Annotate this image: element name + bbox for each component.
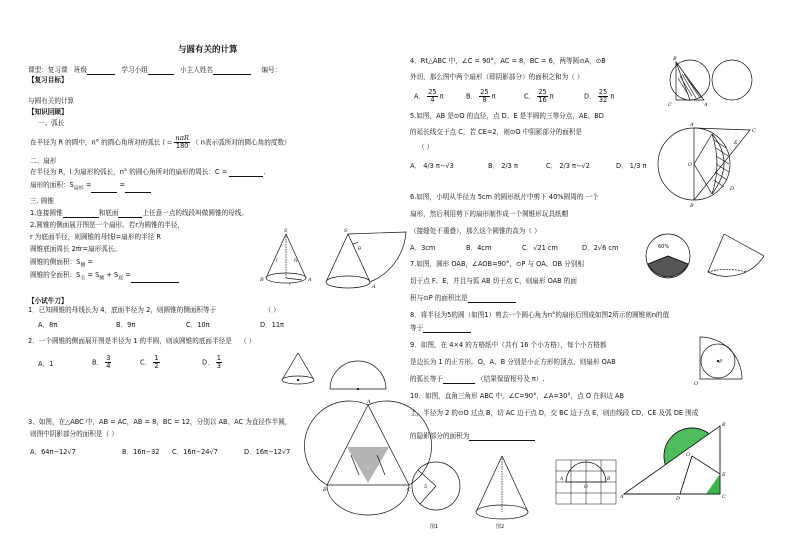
sector-area-blank1[interactable] (91, 185, 117, 193)
q9-stem-c: 的弧长等于 （结果保留根号及 π）. (410, 375, 545, 383)
q5-figure (650, 112, 765, 209)
header-line (28, 66, 281, 75)
q6-stem-a: 6.如图，小明从半径为 5cm 的圆形纸片中剪下 40%圆周的 一个 (410, 193, 599, 201)
q4-opt-a[interactable]: A． $\frac{25}{4}$ π (414, 88, 444, 104)
cone-base-blank[interactable] (118, 210, 142, 218)
svg-text:E: E (722, 472, 726, 478)
q3-opt-a[interactable]: A．64π−12√7 (30, 448, 76, 456)
q9-answer-blank[interactable] (443, 376, 475, 384)
q7-stem-c: 积与⊙P 的面积比是 (410, 294, 516, 303)
q8-figure1 (410, 452, 470, 532)
section-knowledge: 【知识回顾】 (28, 108, 68, 116)
sector-line2: 扇形的面积：$S_{扇形}$ = = (30, 181, 151, 193)
svg-text:C: C (668, 102, 672, 108)
q6-figure (646, 228, 766, 286)
q8-answer-blank[interactable] (423, 325, 471, 333)
q6-stem-b: 扇形，然后利用剪下的扇形制作成一个圆锥形玩具纸帽 (410, 210, 569, 218)
arc-text: 在半径为 R 的圆中，n° 的圆心角所对的弧长 (30, 138, 161, 147)
q10-figure (620, 418, 740, 500)
course-label: 课型：复习课 (28, 66, 68, 74)
q1-opt-c[interactable]: C．10π (186, 321, 210, 329)
q5-opt-a[interactable]: A． 4/3 π−√3 (410, 162, 454, 170)
svg-text:C: C (722, 494, 726, 500)
q6-stem-c: （接缝处不重叠），那么这个圆锥的高为（ ） (410, 227, 541, 235)
svg-text:C: C (407, 487, 411, 493)
q2-opt-a[interactable]: A．1 (38, 360, 54, 368)
group-blank[interactable] (148, 67, 174, 75)
sector-perimeter-blank[interactable] (229, 169, 263, 177)
left-column (28, 0, 411, 550)
q8-stem-b: 等于 (410, 324, 471, 333)
q3-stem-a: 3、如图，在△ABC 中，AB = AC，AB = 8，BC = 12，分别以 AB、AC 为直径作半圆， (28, 418, 292, 426)
svg-text:O: O (694, 381, 699, 387)
svg-text:D: D (676, 496, 681, 502)
q4-figure (664, 50, 774, 110)
q7-stem-a: 7.如图，圆形 OAB，∠AOB=90°，⊙P 与 OA、OB 分别相 (410, 260, 584, 268)
cone-line2: 2.圆锥的侧面展开图是一个扇形。若r为圆锥的半径， (30, 221, 185, 229)
svg-text:B: B (260, 277, 264, 283)
section-goal: 【复习目标】 (28, 76, 68, 84)
arc-fraction: $\frac{\text{nπR}}{180}$ (175, 134, 189, 150)
q2-figure (276, 345, 386, 395)
svg-text:B: B (722, 422, 726, 428)
q7-figure (694, 333, 754, 385)
q1-answer-paren[interactable]: （ ） (264, 306, 280, 314)
q6-opt-d[interactable]: D．2√6 cm (582, 244, 619, 252)
number-label: 编号： (261, 66, 282, 74)
q9-grid-figure (552, 458, 622, 508)
svg-text:A: A (372, 284, 376, 290)
svg-text:D: D (730, 186, 735, 192)
svg-text:A: A (620, 494, 624, 500)
q5-answer-paren[interactable]: （ ） (418, 143, 434, 151)
sector-area-blank2[interactable] (125, 185, 151, 193)
svg-text:E: E (734, 140, 738, 146)
q2-opt-b[interactable]: B． $\frac{3}{4}$ (92, 354, 111, 370)
q4-opt-b[interactable]: B． $\frac{25}{8}$ π (466, 88, 496, 104)
fig1-label: 图1 (430, 524, 439, 530)
sector-title: 二、扇形 (30, 157, 57, 165)
arc-line (30, 135, 291, 150)
q9-stem-b: 是边长为 1 的正方形。O、A、B 分别是小正方形的顶点，则扇形 OAB (410, 358, 616, 366)
svg-text:A: A (308, 277, 312, 283)
cone-line3: r 为底面半径，则圆锥的母线l=扇形的半径 R (30, 233, 161, 241)
cone-title: 三. 圆锥 (30, 197, 54, 205)
svg-text:S: S (344, 228, 348, 234)
arc-title: 一、弧长 (38, 119, 65, 127)
q4-opt-d[interactable]: D． $\frac{25}{32}$ π (584, 88, 615, 104)
svg-text:5: 5 (424, 484, 428, 490)
svg-text:l: l (276, 258, 278, 264)
cone-line4: 圆锥底面周长 2πr=扇形弧长。 (30, 245, 122, 253)
q6-percent-label: 60% (658, 244, 670, 250)
cone-line6: 圆锥的全面积：$S_全 = S_侧 + S_底$ = (30, 271, 179, 283)
q1-stem: 1．已知圆锥的母线长为 4，底面半径为 2，则圆锥的侧面积等于 （ ） (28, 306, 280, 314)
q8-figure2 (470, 452, 540, 532)
q5-opt-c[interactable]: C． 2/3 π−√2 (546, 162, 590, 170)
q3-figure (323, 395, 413, 505)
q10-stem-a: 10．如图，直角三角形 ABC 中，∠C=90°，∠A=30°，点 O 在斜边 AB (410, 392, 625, 400)
q7-answer-blank[interactable] (468, 295, 516, 303)
svg-text:B: B (673, 56, 677, 62)
q1-opt-d[interactable]: D．11π (260, 321, 285, 329)
right-column (410, 0, 775, 550)
svg-text:O: O (584, 485, 588, 490)
goal-text: 与圆有关的计算 (28, 97, 75, 105)
q10-answer-blank[interactable] (469, 433, 535, 441)
svg-text:O: O (688, 162, 693, 168)
q5-opt-d[interactable]: D． 1/3 π (616, 162, 647, 170)
sector-line1: 在半径为 R，l 为扇形的弧长，n° 的圆心角所对的扇形的周长：C = . (30, 168, 266, 176)
page-title: 与圆有关的计算 (178, 45, 238, 55)
svg-text:A: A (704, 102, 708, 108)
svg-text:C: C (752, 128, 756, 134)
q1-opt-b[interactable]: B．9π (116, 321, 136, 329)
q4-opt-c[interactable]: C． $\frac{25}{16}$ π (524, 88, 554, 104)
svg-text:r: r (289, 281, 292, 287)
q3-opt-d[interactable]: D．16π−12√7 (244, 448, 291, 456)
cone-vertex-blank[interactable] (63, 210, 99, 218)
svg-text:A: A (690, 122, 694, 128)
q5-stem-b: 的延长线交于点 C，若 CE=2，则⊙O 中阴影部分的面积是 (410, 128, 582, 136)
q3-opt-c[interactable]: C．16π−24√7 (172, 448, 218, 456)
svg-text:P: P (719, 359, 723, 365)
class-label: 班级 (73, 66, 88, 74)
svg-text:θ: θ (358, 246, 362, 252)
svg-text:A: A (367, 399, 371, 405)
cone-line5: 圆锥的侧面积：$S_侧$ = (30, 258, 93, 269)
q3-opt-b[interactable]: B．16π−32 (122, 448, 160, 456)
q10-stem-b: 上，半径为 2 的⊙O 过点 B，切 AC 边于点 D，交 BC 边于点 E，则由线段 CD、CE 及弧 DE 围成 (410, 409, 699, 417)
svg-text:B: B (607, 477, 611, 482)
fig2-label: 图2 (496, 524, 505, 530)
svg-text:h: h (294, 258, 298, 264)
q8-stem: 8．将半径为5的圆（如图1）剪去一个圆心角为n°的扇形后围成如图2所示的圆锥则n的值 (410, 311, 670, 319)
q2-opt-d[interactable]: D． $\frac{1}{3}$ (202, 354, 221, 370)
q6-opt-c[interactable]: C．√21 cm (522, 244, 558, 252)
arc-note: （ n表示弧所对的圆心角的度数） (192, 138, 291, 147)
svg-text:B: B (690, 203, 694, 209)
q1-opt-a[interactable]: A．8π (38, 321, 58, 329)
svg-text:A: A (560, 477, 564, 482)
q2-answer-paren[interactable]: （ ） (240, 337, 256, 345)
q3-stem-b: 则图中阴影部分的面积是（ ） (30, 430, 118, 438)
q10-stem-c: 的隐影部分的面积为 (410, 432, 535, 441)
q4-stem-a: 4．Rt△ABC 中，∠C = 90°，AC = 8，BC = 6，两等圆⊙A，⊙B (410, 57, 606, 65)
svg-text:S: S (284, 228, 288, 234)
q5-opt-b[interactable]: B． 2/3 π (488, 162, 518, 170)
class-blank[interactable] (87, 67, 115, 75)
leader-blank[interactable] (213, 67, 251, 75)
group-label: 学习小组 (121, 66, 148, 74)
section-practice: 【小试牛刀】 (28, 297, 68, 305)
arc-formula-lhs: l = (162, 138, 173, 147)
svg-text:B: B (323, 487, 327, 493)
cone-figure (258, 228, 418, 298)
leader-label: 小主人姓名 (180, 66, 213, 74)
svg-text:O: O (686, 452, 691, 458)
q4-stem-b: 外切，那么图中两个扇形（即阴影部分）的面积之和为（ ） (410, 73, 584, 81)
q7-stem-b: 切于点 F、E，并且与弧 AB 切于点 C，则扇形 OAB 的面 (410, 277, 577, 285)
cone-line1: 1.连接圆锥 和底面 上任意一点的线段叫做圆锥的母线。 (30, 209, 248, 217)
q5-stem-a: 5.如图，AB 是⊙O 的直径，点 D、E 是半圆的三等分点，AE、BD (410, 112, 604, 120)
cone-total-area-blank[interactable] (131, 275, 179, 283)
q6-opt-a[interactable]: A．3cm (410, 244, 436, 252)
q2-opt-c[interactable]: C． $\frac{1}{2}$ (140, 354, 159, 370)
q6-opt-b[interactable]: B．4cm (466, 244, 492, 252)
q2-stem: 2．一个圆锥的侧面展开图是半径为 1 的半圆，则该圆锥的底面半径是 （ ） (28, 337, 256, 345)
q9-stem-a: 9．如图，在 4×4 的方格纸中（共有 16 个小方格），每个小方格都 (410, 341, 607, 349)
